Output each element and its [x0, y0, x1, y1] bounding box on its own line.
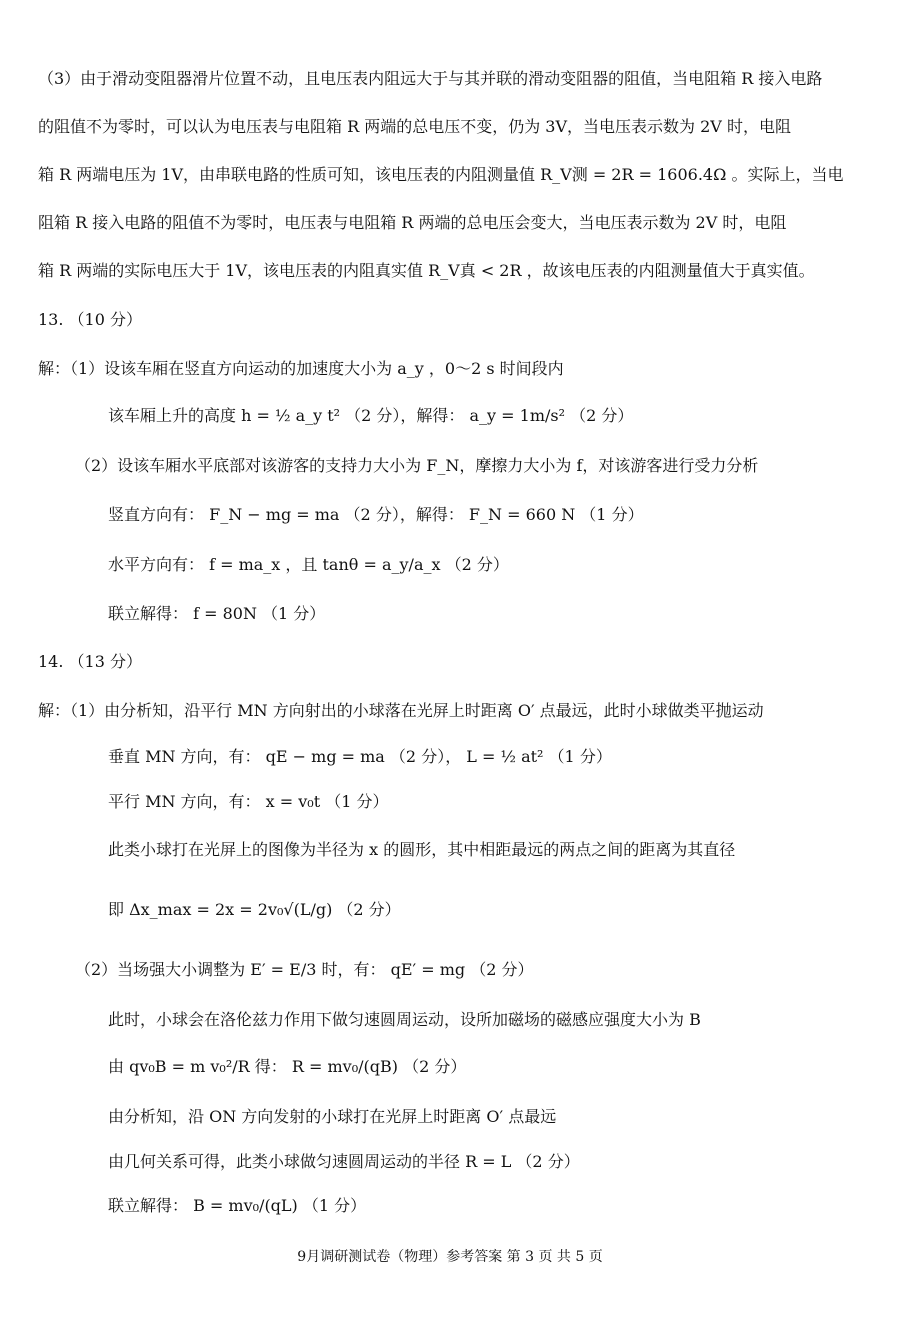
text-line-q14-1: 解：（1）由分析知，沿平行 MN 方向射出的小球落在光屏上时距离 O′ 点最远，此时小球做类平抛运动	[38, 701, 764, 720]
text-line-q13-6: 联立解得： f = 80N （1 分）	[108, 604, 326, 623]
text-line-q14: 14. （13 分）	[38, 652, 142, 671]
text-line-q14-5: 即 Δx_max = 2x = 2v₀√(L/g) （2 分）	[108, 900, 401, 919]
text-line-q13-5: 水平方向有： f = ma_x ，且 tanθ = a_y/a_x （2 分）	[108, 555, 509, 574]
text-line-q14-11: 联立解得： B = mv₀/(qL) （1 分）	[108, 1196, 367, 1215]
text-line-p3-l4: 阻箱 R 接入电路的阻值不为零时，电压表与电阻箱 R 两端的总电压会变大，当电压表示数为 2V 时，电阻	[38, 213, 787, 232]
text-line-q14-9: 由分析知，沿 ON 方向发射的小球打在光屏上时距离 O′ 点最远	[108, 1107, 557, 1126]
text-line-q14-8: 由 qv₀B = m v₀²/R 得： R = mv₀/(qB) （2 分）	[108, 1057, 467, 1076]
text-line-p3-l3: 箱 R 两端电压为 1V，由串联电路的性质可知，该电压表的内阻测量值 R_V测 = 2R = 1606.4Ω 。实际上，当电	[38, 165, 844, 184]
text-line-q14-10: 由几何关系可得，此类小球做匀速圆周运动的半径 R = L （2 分）	[108, 1152, 580, 1171]
text-line-q13-2: 该车厢上升的高度 h = ½ a_y t² （2 分），解得： a_y = 1m/s² （2 分）	[108, 406, 634, 425]
text-line-q13-3: （2）设该车厢水平底部对该游客的支持力大小为 F_N，摩擦力大小为 f，对该游客进行受力分析	[75, 456, 759, 475]
text-line-p3-l1: （3）由于滑动变阻器滑片位置不动，且电压表内阻远大于与其并联的滑动变阻器的阻值，当电阻箱 R 接入电路	[38, 69, 823, 88]
text-line-q13-4: 竖直方向有： F_N − mg = ma （2 分），解得： F_N = 660 N （1 分）	[108, 505, 644, 524]
text-line-p3-l2: 的阻值不为零时，可以认为电压表与电阻箱 R 两端的总电压不变，仍为 3V，当电压表示数为 2V 时，电阻	[38, 117, 791, 136]
text-line-q14-4: 此类小球打在光屏上的图像为半径为 x 的圆形，其中相距最远的两点之间的距离为其直径	[108, 840, 736, 859]
text-line-q13-1: 解：（1）设该车厢在竖直方向运动的加速度大小为 a_y ，0～2 s 时间段内	[38, 359, 564, 378]
text-line-q14-6: （2）当场强大小调整为 E′ = E/3 时，有： qE′ = mg （2 分）	[75, 960, 534, 979]
text-line-q14-3: 平行 MN 方向，有： x = v₀t （1 分）	[108, 792, 389, 811]
page-footer: 9月调研测试卷（物理）参考答案 第 3 页 共 5 页	[297, 1249, 603, 1265]
text-line-p3-l5: 箱 R 两端的实际电压大于 1V，该电压表的内阻真实值 R_V真 < 2R ，故该电压表的内阻测量值大于真实值。	[38, 261, 815, 280]
text-line-q14-7: 此时，小球会在洛伦兹力作用下做匀速圆周运动，设所加磁场的磁感应强度大小为 B	[108, 1010, 701, 1029]
text-line-q14-2: 垂直 MN 方向，有： qE − mg = ma （2 分）， L = ½ at² （1 分）	[108, 747, 612, 766]
text-line-q13: 13. （10 分）	[38, 310, 142, 329]
